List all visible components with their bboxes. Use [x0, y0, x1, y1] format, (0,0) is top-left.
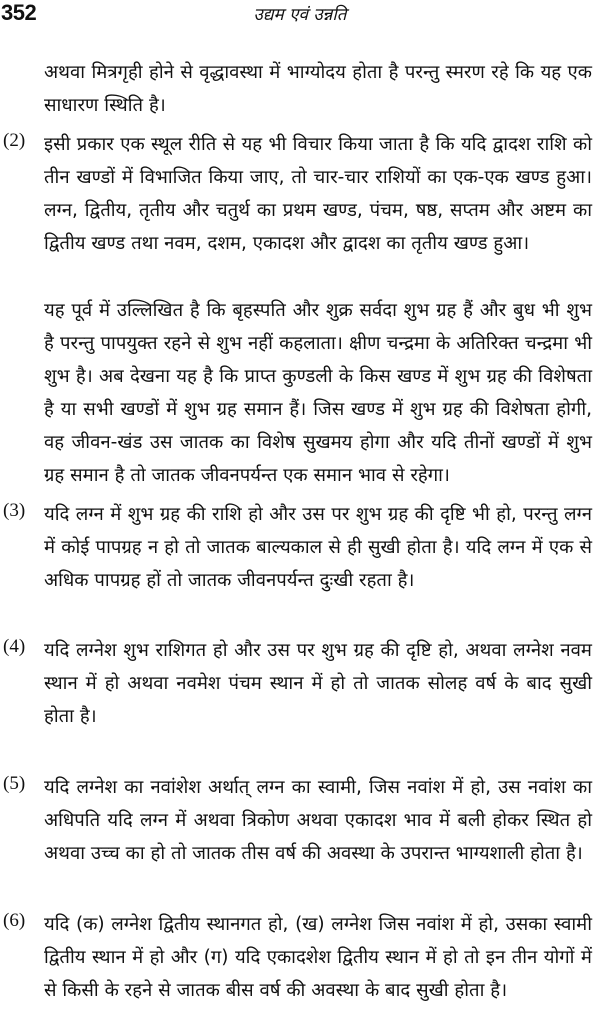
- item-number: (2): [3, 130, 26, 151]
- running-head: उद्यम एवं उन्नति: [253, 5, 347, 25]
- paragraph-item-6: यदि (क) लग्नेश द्वितीय स्थानगत हो, (ख) लग्नेश जिस नवांश में हो, उसका स्वामी द्वितीय स्थान में हो और (ग) यदि एकादशेश द्वितीय स्थान में हो तो इन तीन योगों में से किसी के रहने से जातक बीस वर्ष की अवस्था के बाद सुखी होता है।: [44, 914, 592, 1001]
- item-number: (4): [3, 636, 26, 657]
- paragraph-item-4: यदि लग्नेश शुभ राशिगत हो और उस पर शुभ ग्रह की दृष्टि हो, अथवा लग्नेश नवम स्थान में हो अथवा नवमेश पंचम स्थान में हो तो जातक सोलह वर्ष के बाद सुखी होता है।: [44, 640, 592, 727]
- item-number: (6): [3, 910, 26, 931]
- paragraph-item-2: इसी प्रकार एक स्थूल रीति से यह भी विचार किया जाता है कि यदि द्वादश राशि को तीन खण्डों में विभाजित किया जाए, तो चार-चार राशियों का एक-एक खण्ड हुआ। लग्न, द्वितीय, तृतीय और चतुर्थ का प्रथम खण्ड, पंचम, षष्ठ, सप्तम और अष्टम का द्वितीय खण्ड तथा नवम, दशम, एकादश और द्वादश का तृतीय खण्ड हुआ।: [44, 134, 592, 254]
- page-number: 352: [1, 0, 37, 25]
- item-number: (5): [3, 773, 26, 794]
- paragraph-item-3: यदि लग्न में शुभ ग्रह की राशि हो और उस पर शुभ ग्रह की दृष्टि भी हो, परन्तु लग्न में कोई पापग्रह न हो तो जातक बाल्यकाल से ही सुखी होता है। यदि लग्न में एक से अधिक पापग्रह हों तो जातक जीवनपर्यन्त दुःखी रहता है।: [44, 504, 592, 591]
- paragraph-benefic-planets: यह पूर्व में उल्लिखित है कि बृहस्पति और शुक्र सर्वदा शुभ ग्रह हैं और बुध भी शुभ है परन्तु पापयुक्त रहने से शुभ नहीं कहलाता। क्षीण चन्द्रमा के अतिरिक्त चन्द्रमा भी शुभ है। अब देखना यह है कि प्राप्त कुण्डली के किस खण्ड में शुभ ग्रह की विशेषता है या सभी खण्डों में शुभ ग्रह समान हैं। जिस खण्ड में शुभ ग्रह की विशेषता होगी, वह जीवन-खंड उस जातक का विशेष सुखमय होगा और यदि तीनों खण्डों में शुभ ग्रह समान है तो जातक जीवनपर्यन्त एक समान भाव से रहेगा।: [44, 300, 592, 486]
- paragraph-item-5: यदि लग्नेश का नवांशेश अर्थात् लग्न का स्वामी, जिस नवांश में हो, उस नवांश का अधिपति यदि लग्न में अथवा त्रिकोण अथवा एकादश भाव में बली होकर स्थित हो अथवा उच्च का हो तो जातक तीस वर्ष की अवस्था के उपरान्त भाग्यशाली होता है।: [44, 777, 592, 864]
- item-number: (3): [3, 500, 26, 521]
- paragraph-continuation: अथवा मित्रगृही होने से वृद्धावस्था में भाग्योदय होता है परन्तु स्मरण रहे कि यह एक साधारण स्थिति है।: [44, 62, 592, 116]
